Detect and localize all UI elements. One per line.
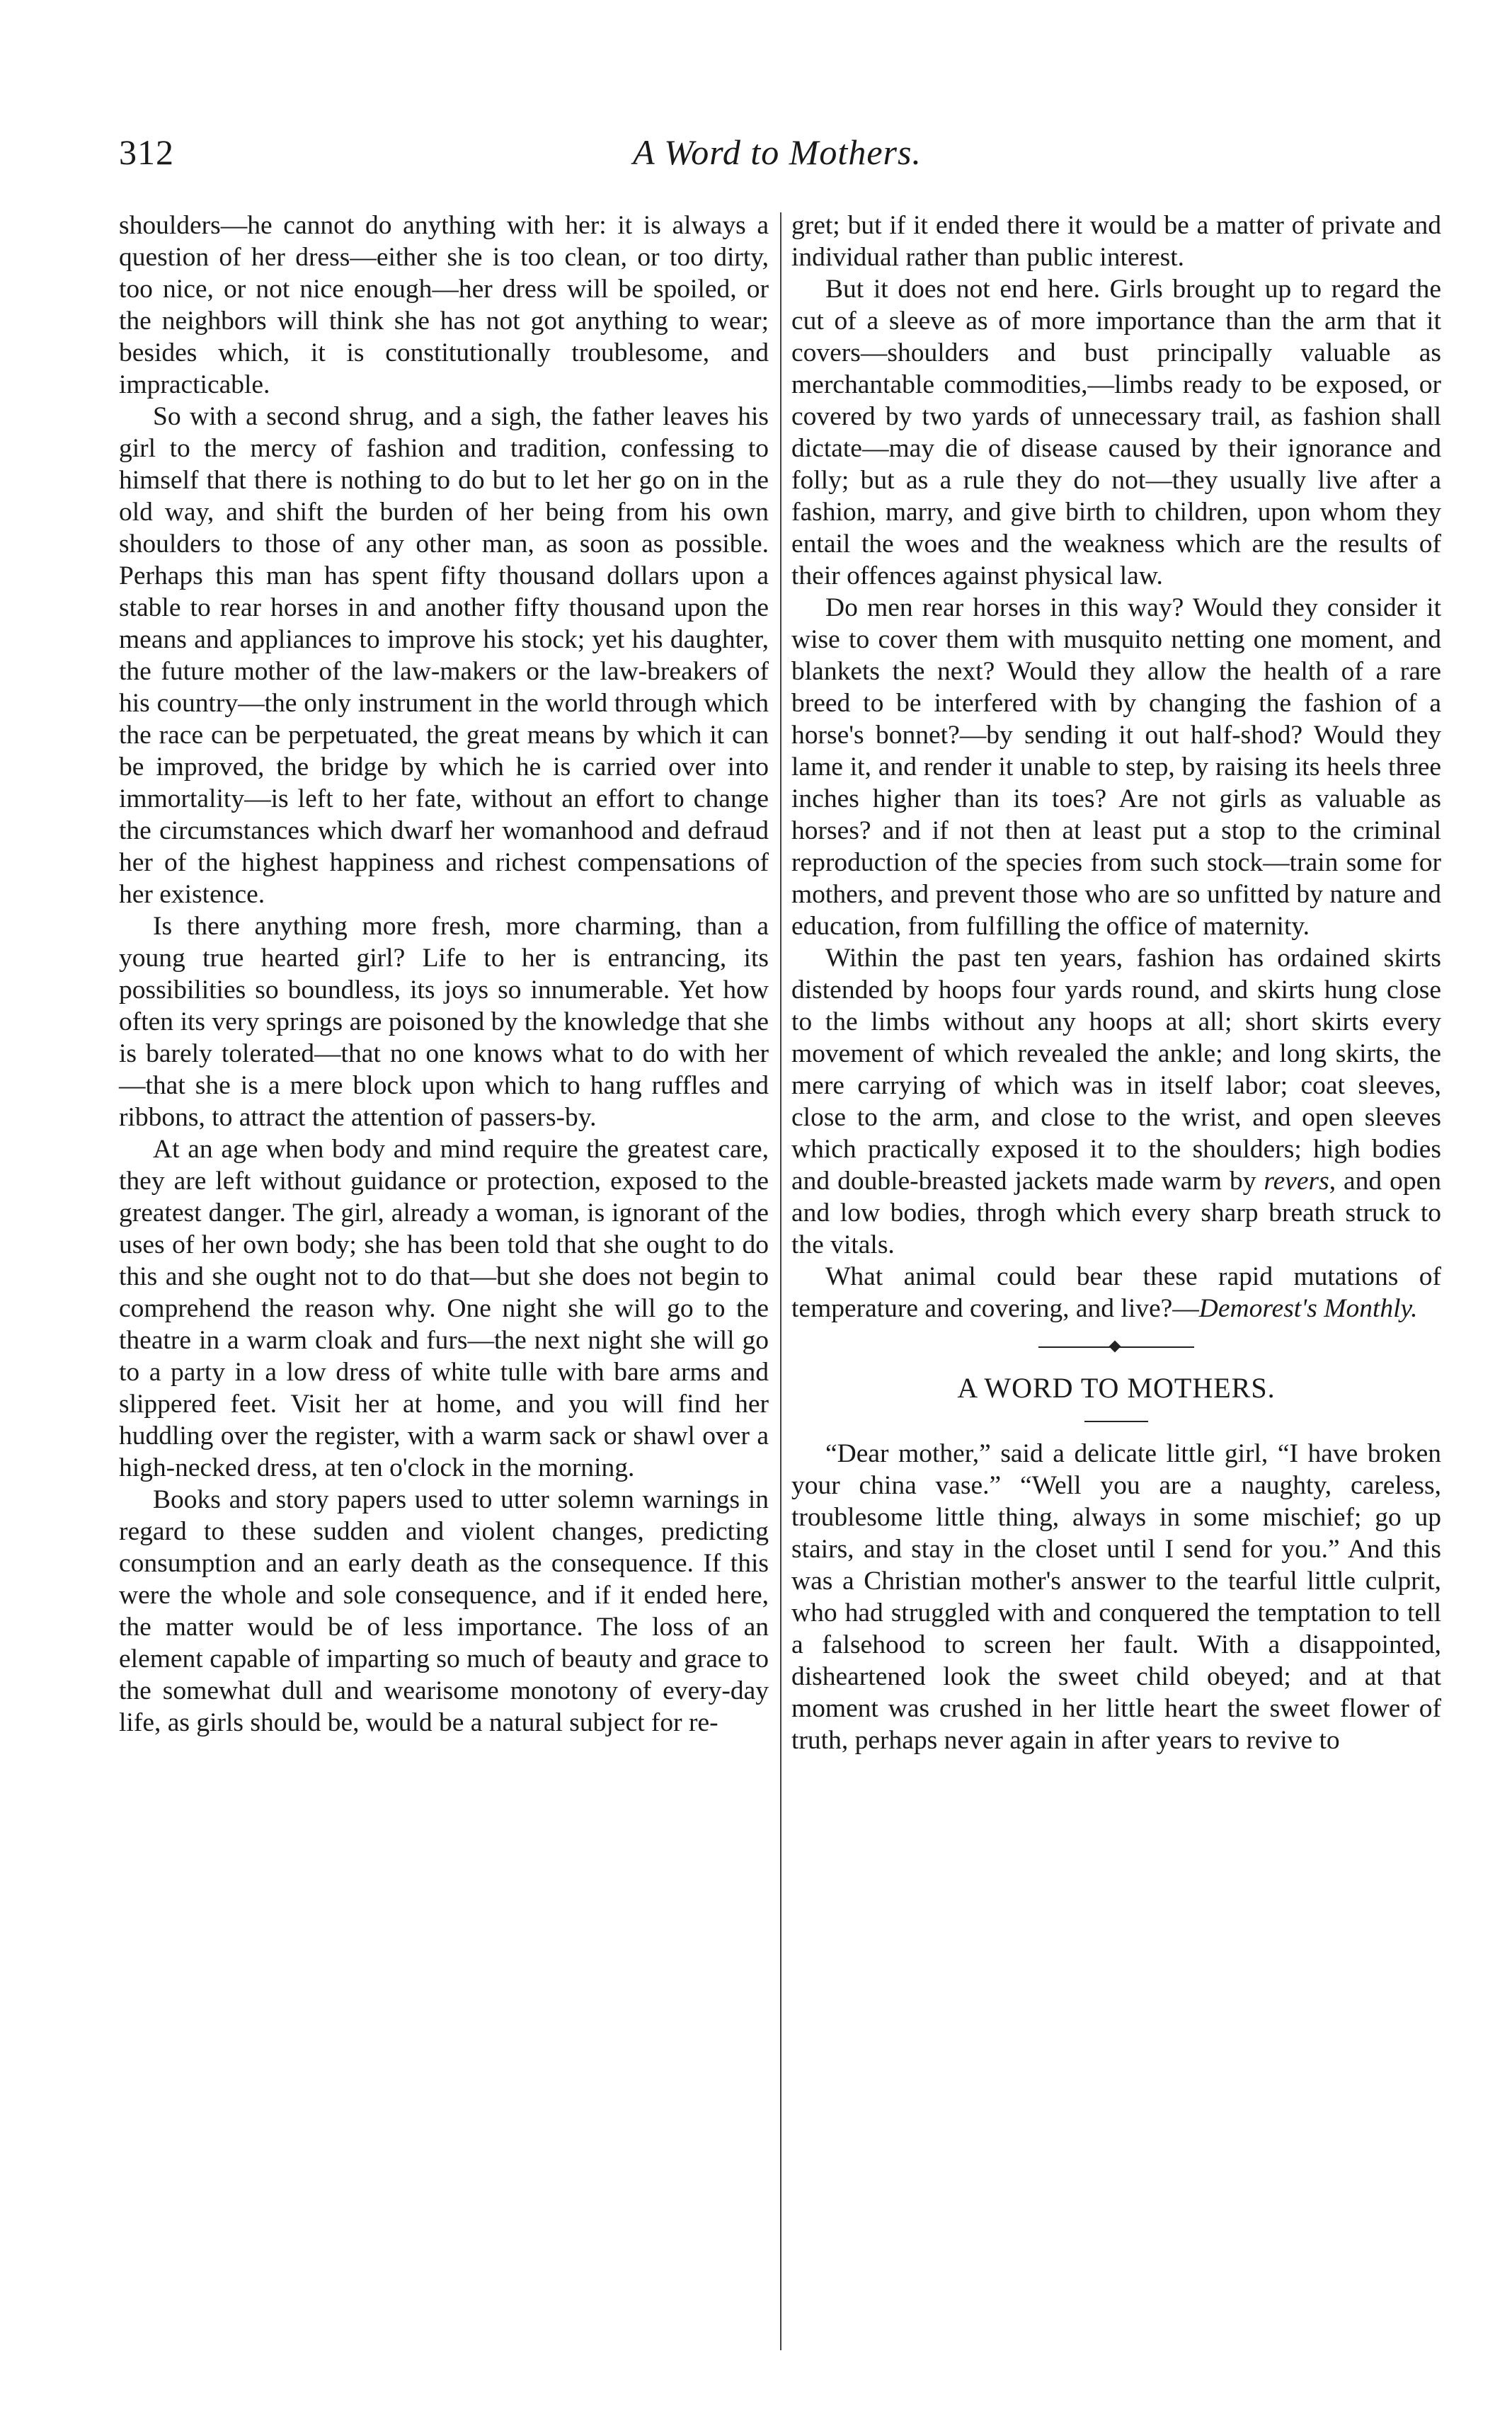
paragraph: So with a second shrug, and a sigh, the father leaves his girl to the mercy of fashion and tradition, confessing to himself that there is nothing to do but to let her go on in the old way, and shift the burden of her being from his own shoulders to those of any other man, as soon as possible. Perhaps this man has spent fifty thousand dollars upon a stable to rear horses in and another fifty thousand upon the means and appliances to improve his stock; yet his daughter, the future mother of the law-makers or the law-breakers of his country—the only instrument in the world through which the race can be perpetuated, the great means by which it can be improved, the bridge by which he is carried over into immortality—is left to her fate, without an effort to change the circumstances which dwarf her womanhood and defraud her of the highest happiness and richest compensations of her existence. <box>119 402 769 909</box>
section-heading: A WORD TO MOTHERS. <box>957 1372 1276 1404</box>
running-head <box>119 132 1436 181</box>
ornament-diamond <box>1109 1341 1121 1353</box>
heading-rule <box>1084 1421 1148 1422</box>
right-column <box>791 210 1441 1756</box>
page-number: 312 <box>119 132 174 172</box>
paragraph <box>791 1261 1441 1324</box>
column-divider <box>780 212 781 2350</box>
running-title: A Word to Mothers. <box>633 132 922 172</box>
paragraph: shoulders—he cannot do anything with her: it is always a question of her dress—either she is too clean, or too dirty, too nice, or not nice enough—her dress will be spoiled, or the neighbors will think she has not got anything to wear; besides which, it is constitutionally troublesome, and impracticable. <box>119 211 769 399</box>
paragraph <box>791 942 1441 1261</box>
section-ornament <box>1038 1340 1194 1354</box>
paragraph: Is there anything more fresh, more charming, than a young true hearted girl? Life to her is entrancing, its possibilities so boundless, its joys so innumerable. Yet how often its very springs are poisoned by the knowledge that she is barely tolerated—that no one knows what to do with her—that she is a mere block upon which to hang ruffles and ribbons, to attract the attention of passers-by. <box>119 912 769 1132</box>
paragraph: But it does not end here. Girls brought up to regard the cut of a sleeve as of more importance than the arm that it covers—shoulders and bust principally valuable as merchantable commodities,—limbs ready to be exposed, or covered by two yards of unnecessary trail, as fashion shall dictate—may die of disease caused by their ignorance and folly; but as a rule they do not—they usually live after a fashion, marry, and give birth to children, upon whom they entail the woes and the weakness which are the results of their offences against physical law. <box>791 275 1441 590</box>
paragraph-text: Within the past ten years, fashion has ordained skirts distended by hoops four yards round, and skirts hung close to the limbs without any hoops at all; short skirts every movement of which revealed the ankle; and long skirts, the mere carrying of which was in itself labor; coat sleeves, close to the arm, and close to the wrist, and open sleeves which practically exposed it to the shoulders; high bodies and double-breasted jackets made warm by <box>791 944 1441 1196</box>
paragraph: Books and story papers used to utter solemn warnings in regard to these sudden and violent changes, predicting consumption and an early death as the consequence. If this were the whole and sole consequence, and if it ended here, the matter would be of less importance. The loss of an element capable of imparting so much of beauty and grace to the somewhat dull and wearisome monotony of every-day life, as girls should be, would be a natural subject for re- <box>119 1485 769 1737</box>
left-column <box>119 210 769 1739</box>
paragraph-text: What animal could bear these rapid mutations of temperature and covering, and live?— <box>791 1262 1441 1323</box>
paragraph: gret; but if it ended there it would be a matter of private and individual rather than public interest. <box>791 211 1441 272</box>
revers-term: revers <box>1264 1167 1329 1196</box>
paragraph: Do men rear horses in this way? Would they consider it wise to cover them with musquito netting one moment, and blankets the next? Would they allow the health of a rare breed to be interfered with by changing the fashion of a horse's bonnet?—by sending it out half-shod? Would they lame it, and render it unable to step, by raising its heels three inches higher than its toes? Are not girls as valuable as horses? and if not then at least put a stop to the criminal reproduction of the species from such stock—train some for mothers, and prevent those who are so unfitted by nature and education, from fulfilling the office of maternity. <box>791 593 1441 941</box>
paragraph-text: , and open and low bodies, throgh which every sharp breath struck to the vitals. <box>791 1167 1441 1259</box>
paragraph: “Dear mother,” said a delicate little girl, “I have broken your china vase.” “Well you are a naughty, careless, troublesome little thing, always in some mischief; go up stairs, and stay in the closet until I send for you.” And this was a Christian mother's answer to the tearful little culprit, who had struggled with and conquered the temptation to tell a falsehood to screen her fault. With a disappointed, disheartened look the sweet child obeyed; and at that moment was crushed in her little heart the sweet flower of truth, perhaps never again in after years to revive to <box>791 1439 1441 1755</box>
citation: Demorest's Monthly. <box>1198 1294 1418 1323</box>
paragraph: At an age when body and mind require the greatest care, they are left without guidance or protection, exposed to the greatest danger. The girl, already a woman, is ignorant of the uses of her own body; she has been told that she ought to do this and she ought not to do that—but she does not begin to comprehend the reason why. One night she will go to the theatre in a warm cloak and furs—the next night she will go to a party in a low dress of white tulle with bare arms and slippered feet. Visit her at home, and you will find her huddling over the register, with a warm sack or shawl over a high-necked dress, at ten o'clock in the morning. <box>119 1135 769 1482</box>
